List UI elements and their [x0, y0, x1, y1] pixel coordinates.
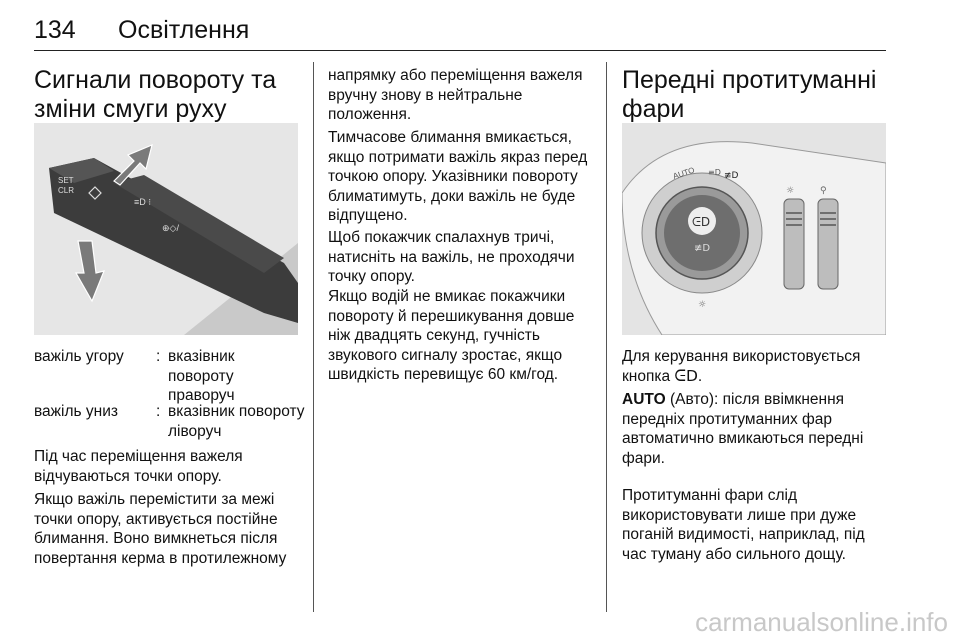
col2-paragraph-1: напрямку або переміщення важеля вручну знову в нейтральне положення.: [328, 67, 583, 123]
legend-term-1: важіль угору: [34, 348, 124, 365]
col3-paragraph-3: Протитуманні фари слід використовувати лише при дуже поганій видимості, наприклад, під час туману або сильного дощу.: [622, 487, 865, 563]
svg-text:☼: ☼: [698, 300, 707, 310]
svg-text:≡D: ≡D: [708, 168, 721, 177]
svg-text:AUTO: AUTO: [671, 165, 696, 181]
svg-text:CLR: CLR: [58, 186, 75, 195]
page-header: [34, 12, 886, 51]
col3-paragraph-1: Для керування використовується кнопка ᕮD.: [622, 348, 861, 385]
col3-p2-text: (Авто): після ввімкнення передніх протитуманних фар автоматично вмикаються передні фари.: [622, 391, 864, 467]
svg-text:≢D: ≢D: [724, 171, 739, 181]
column-divider-1: [313, 62, 314, 612]
front-fog-light-icon: ᕮD: [674, 366, 698, 385]
light-switch-figure: [622, 123, 886, 335]
page-number: 134: [34, 16, 76, 44]
col1-paragraph-2: Якщо важіль перемістити за межі точки опору, активується постійне блимання. Воно вимкнеться після повертання керма в протилежному: [34, 491, 287, 567]
column-divider-2: [606, 62, 607, 612]
front-fog-heading: Передні протитуманні фари: [622, 66, 877, 123]
svg-text:≡D ⁝: ≡D ⁝: [134, 197, 152, 207]
watermark: carmanualsonline.info: [695, 607, 948, 637]
legend-sep-1: :: [156, 348, 161, 365]
col3-paragraph-2: [622, 390, 886, 468]
turn-signal-stalk-figure: [34, 123, 298, 335]
svg-text:⊕◇/: ⊕◇/: [162, 223, 179, 233]
col2-paragraph-4: Якщо водій не вмикає покажчики повороту й перешикування довше ніж двадцять секунд, гучність звукового сигналу зростає, якщо швидкість перевищує 60 км/год.: [328, 288, 575, 383]
svg-text:ᕮD: ᕮD: [692, 215, 711, 229]
legend-sep-2: :: [156, 403, 161, 420]
svg-text:⚲: ⚲: [820, 186, 827, 196]
svg-text:☼: ☼: [786, 186, 795, 196]
section-title: Освітлення: [118, 16, 250, 44]
svg-text:≢D: ≢D: [694, 243, 711, 254]
stalk-tip-labels: [58, 176, 74, 195]
legend-desc-2: вказівник повороту ліворуч: [168, 403, 305, 440]
col2-paragraph-2: Тимчасове блимання вмикається, якщо потримати важіль якраз перед точкою опору. Указівники повороту блиматимуть, доки важіль не буде відпущено.: [328, 129, 588, 224]
col2-paragraph-3: Щоб покажчик спалахнув тричі, натисніть на важіль, не проходячи точку опору.: [328, 229, 575, 285]
turn-signal-heading: Сигнали повороту та зміни смуги руху: [34, 66, 277, 123]
col3-p1-text: Для керування використовується кнопка: [622, 348, 861, 385]
col1-paragraph-1: Під час переміщення важеля відчуваються точки опору.: [34, 448, 243, 485]
legend-desc-1: вказівник повороту праворуч: [168, 348, 235, 404]
svg-text:SET: SET: [58, 176, 74, 185]
auto-term: AUTO: [622, 391, 666, 408]
legend-term-2: важіль униз: [34, 403, 118, 420]
